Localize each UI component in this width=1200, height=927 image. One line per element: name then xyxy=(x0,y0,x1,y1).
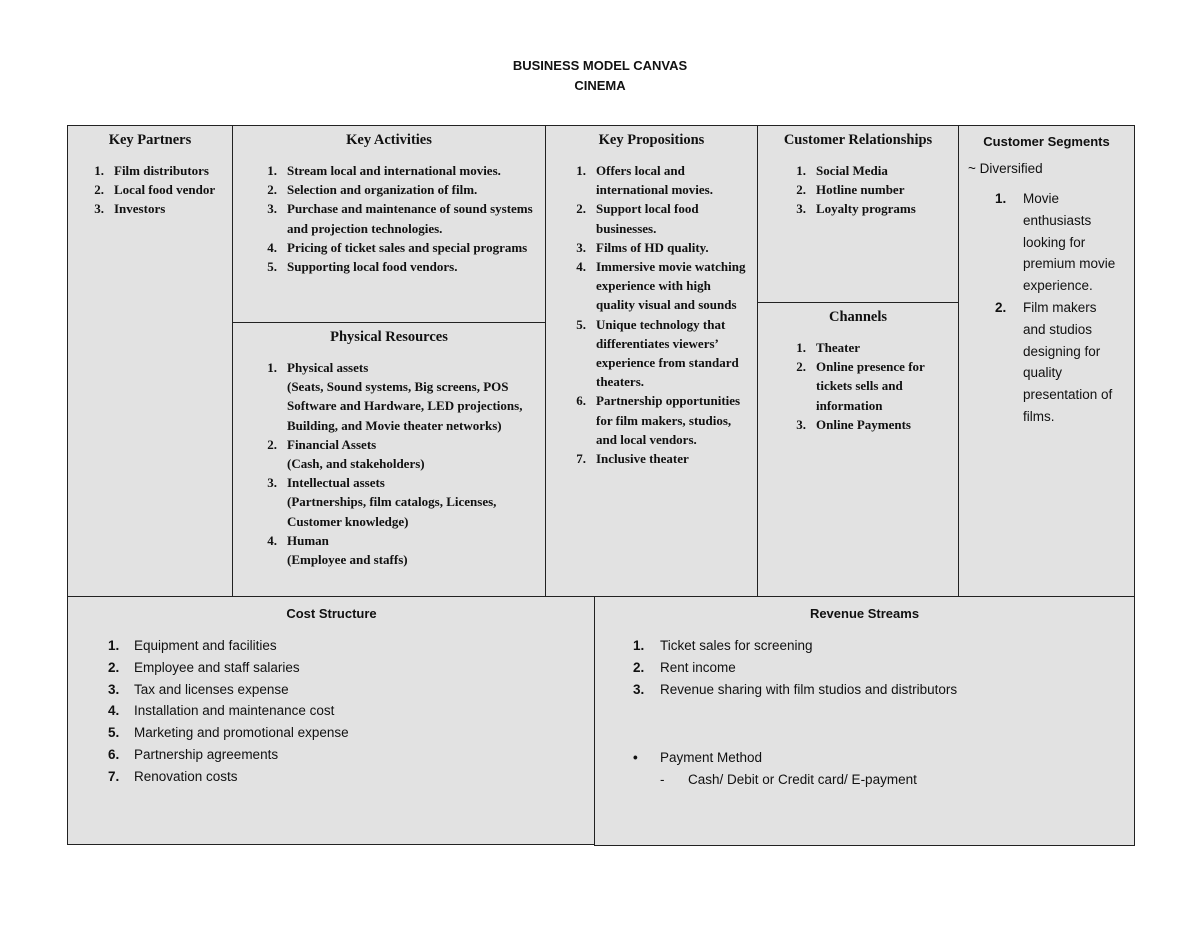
list-item: 1. Offers local and international movies. xyxy=(576,163,713,198)
list-item: 5. Marketing and promotional expense xyxy=(108,725,349,741)
key-propositions-list xyxy=(558,161,753,468)
list-item: 3. Intellectual assets (Partnerships, film catalogs, Licenses, Customer knowledge) xyxy=(267,475,497,529)
list-item: 3. Loyalty programs xyxy=(796,201,916,217)
list-item: 6. Partnership opportunities for film makers, studios, and local vendors. xyxy=(576,393,741,447)
payment-method-detail: Cash/ Debit or Credit card/ E-payment xyxy=(688,772,917,788)
key-partners-title: Key Partners xyxy=(108,132,192,148)
list-item: 2. Online presence for tickets sells and information xyxy=(796,359,925,413)
key-partners-section xyxy=(67,125,233,597)
channels-section xyxy=(758,303,958,434)
list-item: 2. Rent income xyxy=(633,659,736,675)
cost-structure-section xyxy=(67,596,596,845)
key-activities-section xyxy=(232,125,546,597)
channels-title: Channels xyxy=(828,309,888,325)
list-item: 5. Supporting local food vendors. xyxy=(267,259,458,275)
dash-marker: - xyxy=(660,772,665,788)
customer-segments-title: Customer Segments xyxy=(983,134,1110,149)
channels-list xyxy=(778,338,928,434)
list-item: 3. Films of HD quality. xyxy=(576,239,709,255)
list-item: 3. Online Payments xyxy=(796,416,911,432)
key-partners-list xyxy=(76,161,224,219)
cost-structure-title: Cost Structure xyxy=(286,606,377,621)
payment-method-detail-item xyxy=(660,769,1134,791)
customer-relationships-list xyxy=(778,161,954,219)
customer-relationships-section xyxy=(757,125,959,597)
list-item: 1. Physical assets (Seats, Sound systems, Big screens, POS Software and Hardware, LED projections, Building, and Movie theater networks) xyxy=(267,360,523,433)
customer-segments-intro: ~ Diversified xyxy=(968,161,1043,176)
list-item: 7. Renovation costs xyxy=(108,768,238,784)
list-item: 2. Financial Assets (Cash, and stakeholders) xyxy=(267,436,425,472)
customer-relationships-title: Customer Relationships xyxy=(783,132,933,148)
revenue-streams-section xyxy=(594,596,1135,846)
list-item: 3. Purchase and maintenance of sound systems and projection technologies. xyxy=(267,201,533,236)
list-item: 4. Installation and maintenance cost xyxy=(108,703,335,719)
customer-segments-list xyxy=(995,188,1118,428)
list-item: 3. Investors xyxy=(94,201,166,217)
list-item: 1. Equipment and facilities xyxy=(108,638,277,653)
list-item: 2. Local food vendor xyxy=(94,182,216,198)
list-item: 7. Inclusive theater xyxy=(576,451,689,467)
list-item: 1. Ticket sales for screening xyxy=(633,638,813,653)
list-item: 1. Movie enthusiasts looking for premium movie experience. xyxy=(995,191,1116,294)
list-item: 4. Pricing of ticket sales and special programs xyxy=(267,239,528,255)
list-item: 3. Revenue sharing with film studios and distributors xyxy=(633,681,958,697)
document-title: BUSINESS MODEL CANVAS xyxy=(512,58,688,73)
list-item: 1. Stream local and international movies. xyxy=(267,163,501,178)
document-header xyxy=(0,56,1200,96)
list-item: 5. Unique technology that differentiates viewers’ experience from standard theaters. xyxy=(576,316,739,390)
list-item: 2. Hotline number xyxy=(796,182,905,198)
key-propositions-title: Key Propositions xyxy=(598,132,705,148)
physical-resources-section xyxy=(233,323,545,569)
list-item: 4. Immersive movie watching experience with high quality visual and sounds xyxy=(576,259,746,313)
customer-segments-section xyxy=(958,125,1135,597)
list-item: 4. Human (Employee and staffs) xyxy=(267,532,408,568)
key-activities-list xyxy=(249,161,539,276)
revenue-streams-title: Revenue Streams xyxy=(809,606,920,621)
list-item: 3. Tax and licenses expense xyxy=(108,681,289,697)
payment-method-item xyxy=(633,747,1134,769)
document-subtitle: CINEMA xyxy=(574,78,626,93)
list-item: 2. Film makers and studios designing for quality presentation of films. xyxy=(995,299,1113,424)
physical-resources-title: Physical Resources xyxy=(330,329,448,345)
list-item: 2. Support local food businesses. xyxy=(576,201,699,236)
revenue-streams-list xyxy=(633,635,1134,700)
list-item: 2. Employee and staff salaries xyxy=(108,659,300,675)
cost-structure-list xyxy=(108,635,595,788)
key-propositions-section xyxy=(545,125,758,597)
key-activities-title: Key Activities xyxy=(346,132,432,148)
list-item: 1. Theater xyxy=(796,340,861,355)
payment-method xyxy=(633,747,1134,791)
list-item: 2. Selection and organization of film. xyxy=(267,182,478,198)
bullet-icon: • xyxy=(633,750,638,766)
physical-resources-list xyxy=(249,358,543,569)
list-item: 1. Film distributors xyxy=(94,163,209,178)
list-item: 6. Partnership agreements xyxy=(108,746,279,762)
payment-method-label: Payment Method xyxy=(660,750,763,766)
list-item: 1. Social Media xyxy=(796,163,888,178)
